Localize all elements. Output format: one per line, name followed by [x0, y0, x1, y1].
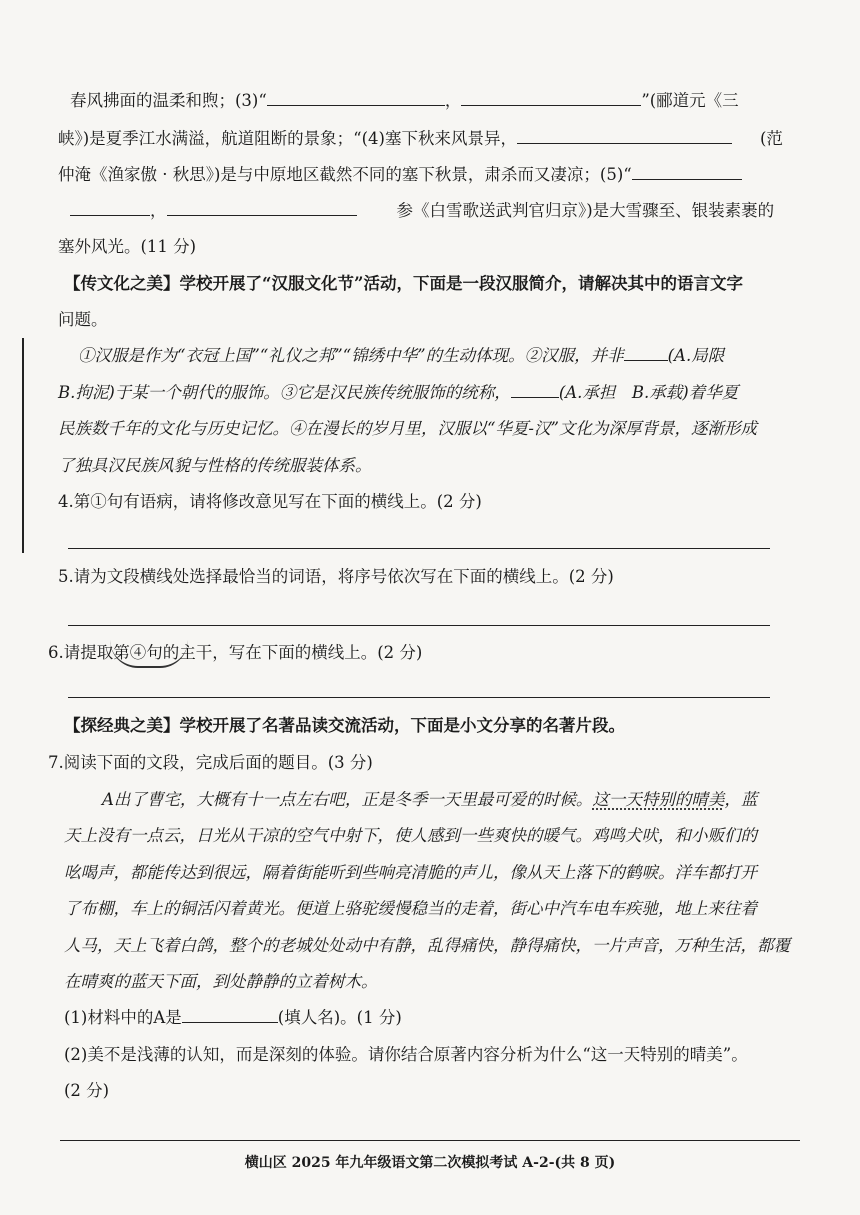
text: ①汉服是作为“衣冠上国”“礼仪之邦”“锦绣中华”的生动体现。②汉服，并非	[78, 346, 624, 365]
answer-blank[interactable]	[511, 383, 559, 398]
text: (A.承担 B.承载)着华夏	[558, 383, 739, 402]
answer-blank[interactable]	[461, 91, 641, 106]
question-4: 4.第①句有语病，请将修改意见写在下面的横线上。(2 分)	[58, 492, 482, 511]
answer-line-6[interactable]	[68, 697, 770, 698]
text: 参《白雪歌送武判官归京》)是大雪骤至、银装素裹的	[396, 201, 775, 220]
answer-blank[interactable]	[517, 129, 732, 144]
answer-blank[interactable]	[267, 91, 445, 106]
passage-line-3: 民族数千年的文化与历史记忆。④在漫长的岁月里，汉服以“华夏-汉”文化为深厚背景，逐渐形成	[58, 419, 757, 438]
text: 春风拂面的温柔和煦；(3)“	[70, 91, 267, 110]
poem-line-3	[58, 164, 742, 186]
answer-blank[interactable]	[70, 201, 150, 216]
text: A出了曹宅，大概有十一点左右吧，正是冬季一天里最可爱的时候。	[102, 790, 593, 809]
excerpt-line-4: 了布棚，车上的铜活闪着黄光。便道上骆驼缓慢稳当的走着，街心中汽车电车疾驰，地上来往着	[64, 899, 757, 918]
footer-rule	[60, 1140, 800, 1141]
text: ，	[444, 91, 462, 110]
question-5: 5.请为文段横线处选择最恰当的词语，将序号依次写在下面的横线上。(2 分)	[58, 567, 614, 586]
passage-line-4: 了独具汉民族风貌与性格的传统服装体系。	[58, 456, 372, 475]
culture-intro-cont: 问题。	[58, 310, 108, 329]
margin-mark	[22, 338, 24, 553]
classic-intro: 【探经典之美】学校开展了名著品读交流活动，下面是小文分享的名著片段。	[64, 716, 625, 735]
text: 峡》)是夏季江水满溢，航道阻断的景象；“(4)塞下秋来风景异，	[58, 129, 517, 148]
excerpt-line-5: 人马，天上飞着白鸽，整个的老城处处动中有静，乱得痛快，静得痛快，一片声音，万种生活，都覆	[64, 936, 790, 955]
answer-blank[interactable]	[624, 346, 668, 361]
poem-line-1	[70, 90, 739, 112]
passage-line-1	[78, 345, 724, 367]
text: ，蓝	[724, 790, 758, 809]
text: ”(郦道元《三	[641, 91, 739, 110]
text: 仲淹《渔家傲 · 秋思》)是与中原地区截然不同的塞下秋景，肃杀而又凄凉；(5)“	[58, 165, 632, 184]
sub-question-2: (2)美不是浅薄的认知，而是深刻的体验。请你结合原著内容分析为什么“这一天特别的晴美”。	[64, 1045, 748, 1064]
text: ，	[150, 201, 167, 220]
text: (A.局限	[667, 346, 725, 365]
sub-question-1	[64, 1007, 402, 1029]
question-6: 6.请提取第④句的主干，写在下面的横线上。(2 分)	[48, 643, 423, 662]
question-7: 7.阅读下面的文段，完成后面的题目。(3 分)	[48, 753, 373, 772]
page-footer: 横山区 2025 年九年级语文第二次模拟考试 A-2-(共 8 页)	[244, 1155, 616, 1171]
culture-intro: 【传文化之美】学校开展了“汉服文化节”活动，下面是一段汉服简介，请解决其中的语言文字	[64, 274, 743, 293]
text: (填人名)。(1 分)	[277, 1008, 402, 1027]
passage-line-2	[58, 382, 738, 404]
excerpt-line-1	[102, 789, 757, 811]
poem-line-5: 塞外风光。(11 分)	[58, 237, 197, 256]
answer-line-4[interactable]	[68, 548, 770, 549]
text: (范	[760, 129, 783, 148]
poem-line-2	[58, 128, 783, 150]
text: B.拘泥)于某一个朝代的服饰。③它是汉民族传统服饰的统称，	[58, 383, 511, 402]
answer-blank[interactable]	[182, 1008, 278, 1023]
answer-blank[interactable]	[167, 201, 357, 216]
answer-blank[interactable]	[632, 165, 742, 180]
excerpt-line-2: 天上没有一点云，日光从干凉的空气中射下，使人感到一些爽快的暖气。鸡鸣犬吠，和小贩们的	[64, 826, 757, 845]
emphasized-text: 这一天特别的晴美	[592, 790, 725, 809]
text: (1)材料中的A是	[64, 1008, 182, 1027]
answer-line-5[interactable]	[68, 625, 770, 626]
poem-line-4	[70, 200, 774, 222]
sub-question-2-score: (2 分)	[64, 1081, 110, 1100]
excerpt-line-3: 吆喝声，都能传达到很远，隔着街能听到些响亮清脆的声儿，像从天上落下的鹤唳。洋车都打开	[64, 863, 757, 882]
excerpt-line-6: 在晴爽的蓝天下面，到处静静的立着树木。	[64, 972, 378, 991]
